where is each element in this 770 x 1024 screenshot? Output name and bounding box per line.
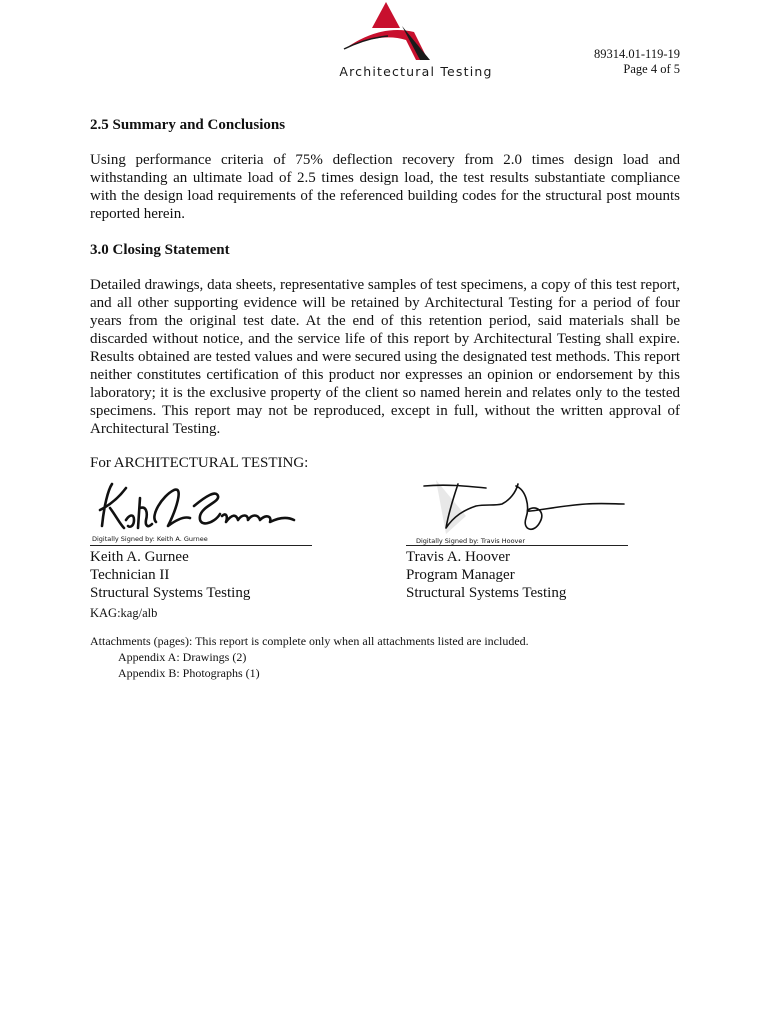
closing-heading: 3.0 Closing Statement	[90, 242, 230, 258]
report-body	[90, 114, 680, 681]
signatory-department: Structural Systems Testing	[90, 585, 251, 601]
report-meta	[594, 47, 680, 77]
attachments-section	[90, 633, 680, 681]
signature-line-left	[90, 545, 312, 546]
company-logo	[336, 2, 496, 82]
handwritten-signature-icon	[90, 476, 312, 536]
attachment-item: Appendix A: Drawings (2)	[118, 650, 247, 664]
signature-area	[90, 476, 680, 606]
summary-heading: 2.5 Summary and Conclusions	[90, 117, 286, 133]
summary-paragraph: Using performance criteria of 75% deflection recovery from 2.0 times design load and withstanding an ultimate load of 2.5 times design load, the test results substantiate compliance with the design load requirements of the referenced building codes for the structural post mounts reported herein.	[90, 152, 680, 222]
signatory-info-right	[406, 548, 566, 602]
signatory-info-left	[90, 548, 250, 602]
reference-initials: KAG:kag/alb	[90, 606, 158, 620]
page-indicator: Page 4 of 5	[623, 62, 680, 76]
signatory-name: Travis A. Hoover	[406, 549, 511, 565]
closing-paragraph: Detailed drawings, data sheets, representative samples of test specimens, a copy of this test report, and all other supporting evidence will be retained by Architectural Testing for a period of four years from the original test date. At the end of this retention period, said materials shall be discarded without notice, and the service life of this report by Architectural Testing shall expire. Results obtained are tested values and were secured using the designated test methods. This report neither constitutes certification of this product nor expresses an opinion or endorsement by this laboratory; it is the exclusive property of the client so named herein and relates only to the tested specimens. This report may not be reproduced, except in full, without the written approval of Architectural Testing.	[90, 277, 680, 437]
signature-block-right	[406, 476, 628, 601]
logo-mark-icon	[336, 2, 496, 66]
signature-caption-left: Digitally Signed by: Keith A. Gurnee	[92, 535, 208, 543]
for-company-line: For ARCHITECTURAL TESTING:	[90, 455, 309, 471]
logo-text: Architectural Testing	[339, 64, 493, 79]
signature-image-left	[90, 476, 312, 546]
signature-block-left	[90, 476, 312, 601]
handwritten-signature-icon	[406, 476, 628, 542]
attachments-intro: Attachments (pages): This report is complete only when all attachments listed are included.	[90, 634, 529, 648]
signature-line-right	[406, 545, 628, 546]
report-number: 89314.01-119-19	[594, 47, 680, 61]
signatory-name: Keith A. Gurnee	[90, 549, 189, 565]
signature-image-right	[406, 476, 628, 546]
signatory-department: Structural Systems Testing	[406, 585, 567, 601]
signatory-title: Technician II	[90, 567, 170, 583]
signatory-title: Program Manager	[406, 567, 515, 583]
attachment-item: Appendix B: Photographs (1)	[118, 666, 260, 680]
signature-caption-right: Digitally Signed by: Travis Hoover	[416, 537, 526, 545]
